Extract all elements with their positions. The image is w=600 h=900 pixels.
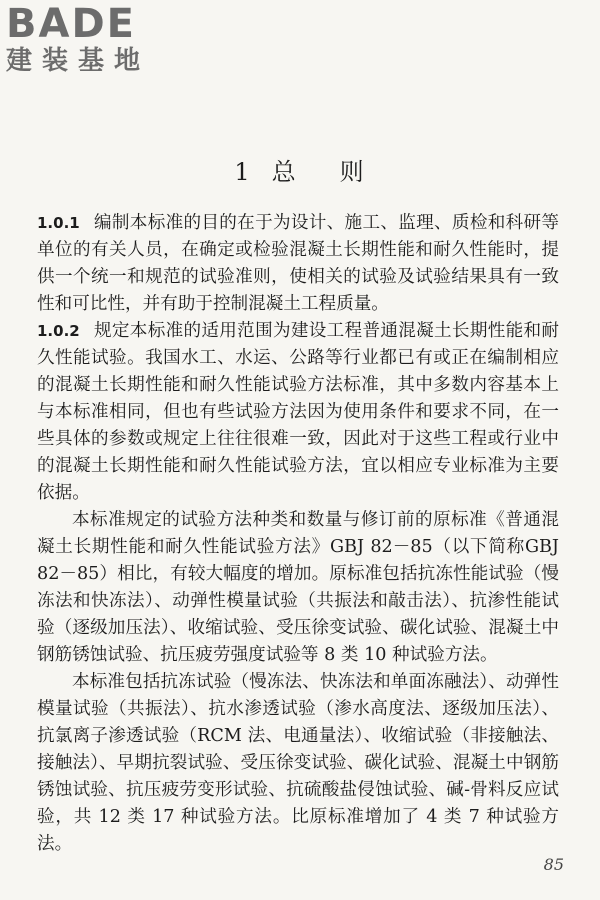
explanation-paragraph: 本标准包括抗冻试验（慢冻法、快冻法和单面冻融法）、动弹性模量试验（共振法）、抗水渗透试验（渗水高度法、逐级加压法）、抗氯离子渗透试验（RCM 法、电通量法）、收缩试验（非接触法、接触法）、早期抗裂试验、受压徐变试验、碳化试验、混凝土中钢筋锈蚀试验、抗压疲劳变形试验、抗硫酸盐侵蚀试验、碱-骨料反应试验，共 12 类 17 种试验方法。比原标准增加了 4 类 7 种试验方法。 (37, 672, 559, 854)
chapter-title-part2: 则 (339, 158, 366, 186)
clause-text: 规定本标准的适用范围为建设工程普通混凝土长期性能和耐久性能试验。我国水工、水运、公路等行业都已有或正在编制相应的混凝土长期性能和耐久性能试验方法标准，其中多数内容基本上与本标准相同，但也有些试验方法因为使用条件和要求不同，在一些具体的参数或规定上往往很难一致，因此对于这些工程或行业中的混凝土长期性能和耐久性能试验方法，宜以相应专业标准为主要依据。 (37, 321, 559, 503)
clause-1-0-1 (37, 210, 559, 318)
logo-brand: BADE (6, 1, 136, 47)
chapter-title-part1: 总 (271, 158, 298, 186)
watermark-logo (6, 1, 181, 84)
clause-number: 1.0.1 (37, 214, 80, 232)
page-number: 85 (543, 855, 564, 874)
clause-number: 1.0.2 (37, 322, 80, 340)
logo-subtitle: 建装基地 (6, 46, 151, 76)
clause-text: 编制本标准的目的在于为设计、施工、监理、质检和科研等单位的有关人员，在确定或检验混凝土长期性能和耐久性能时，提供一个统一和规范的试验准则，使相关的试验及试验结果具有一致性和可比性，并有助于控制混凝土工程质量。 (37, 213, 559, 314)
chapter-number: 1 (234, 158, 252, 186)
clause-1-0-2 (37, 318, 559, 507)
chapter-title (0, 152, 600, 187)
document-body (37, 210, 559, 858)
explanation-paragraph: 本标准规定的试验方法种类和数量与修订前的原标准《普通混凝土长期性能和耐久性能试验方法》GBJ 82－85（以下简称GBJ 82－85）相比，有较大幅度的增加。原标准包括抗冻性能试验（慢冻法和快冻法）、动弹性模量试验（共振法和敲击法）、抗渗性能试验（逐级加压法）、收缩试验、受压徐变试验、碳化试验、混凝土中钢筋锈蚀试验、抗压疲劳强度试验等 8 类 10 种试验方法。 (37, 510, 559, 665)
